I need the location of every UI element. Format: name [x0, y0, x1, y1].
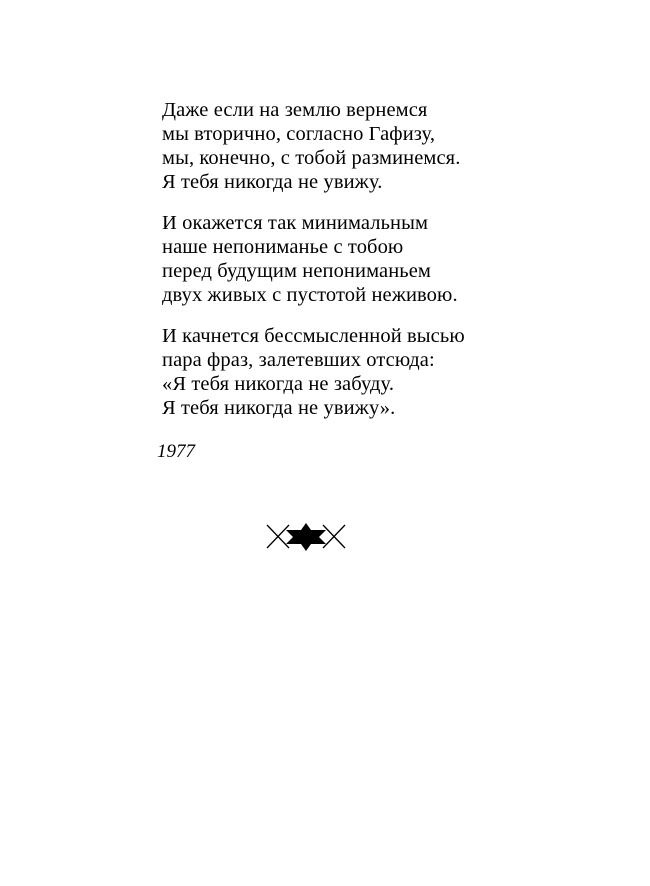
- poem-line: И качнется бессмысленной высью: [162, 325, 465, 347]
- poem-line: мы, конечно, с тобой разминемся.: [162, 147, 461, 169]
- poem-line: пара фраз, залетевших отсюда:: [162, 349, 435, 371]
- poem-line: Я тебя никогда не увижу».: [162, 397, 396, 419]
- poem-line: Даже если на землю вернемся: [162, 99, 428, 121]
- poem-line: перед будущим непониманьем: [162, 260, 431, 282]
- poem-line: двух живых с пустотой неживою.: [162, 284, 458, 306]
- poem-date: 1977: [157, 441, 195, 462]
- poem-body: [162, 98, 562, 437]
- poem-line: Я тебя никогда не увижу.: [162, 171, 383, 193]
- poem-line: «Я тебя никогда не забуду.: [162, 373, 395, 395]
- poem-line: наше непониманье с тобою: [162, 236, 404, 258]
- stanza-2: [162, 211, 562, 307]
- stanza-3: [162, 324, 562, 420]
- stanza-1: [162, 98, 562, 194]
- star-ornament-icon: [266, 522, 346, 552]
- poem-line: И окажется так минимальным: [162, 212, 429, 234]
- poem-line: мы вторично, согласно Гафизу,: [162, 123, 436, 145]
